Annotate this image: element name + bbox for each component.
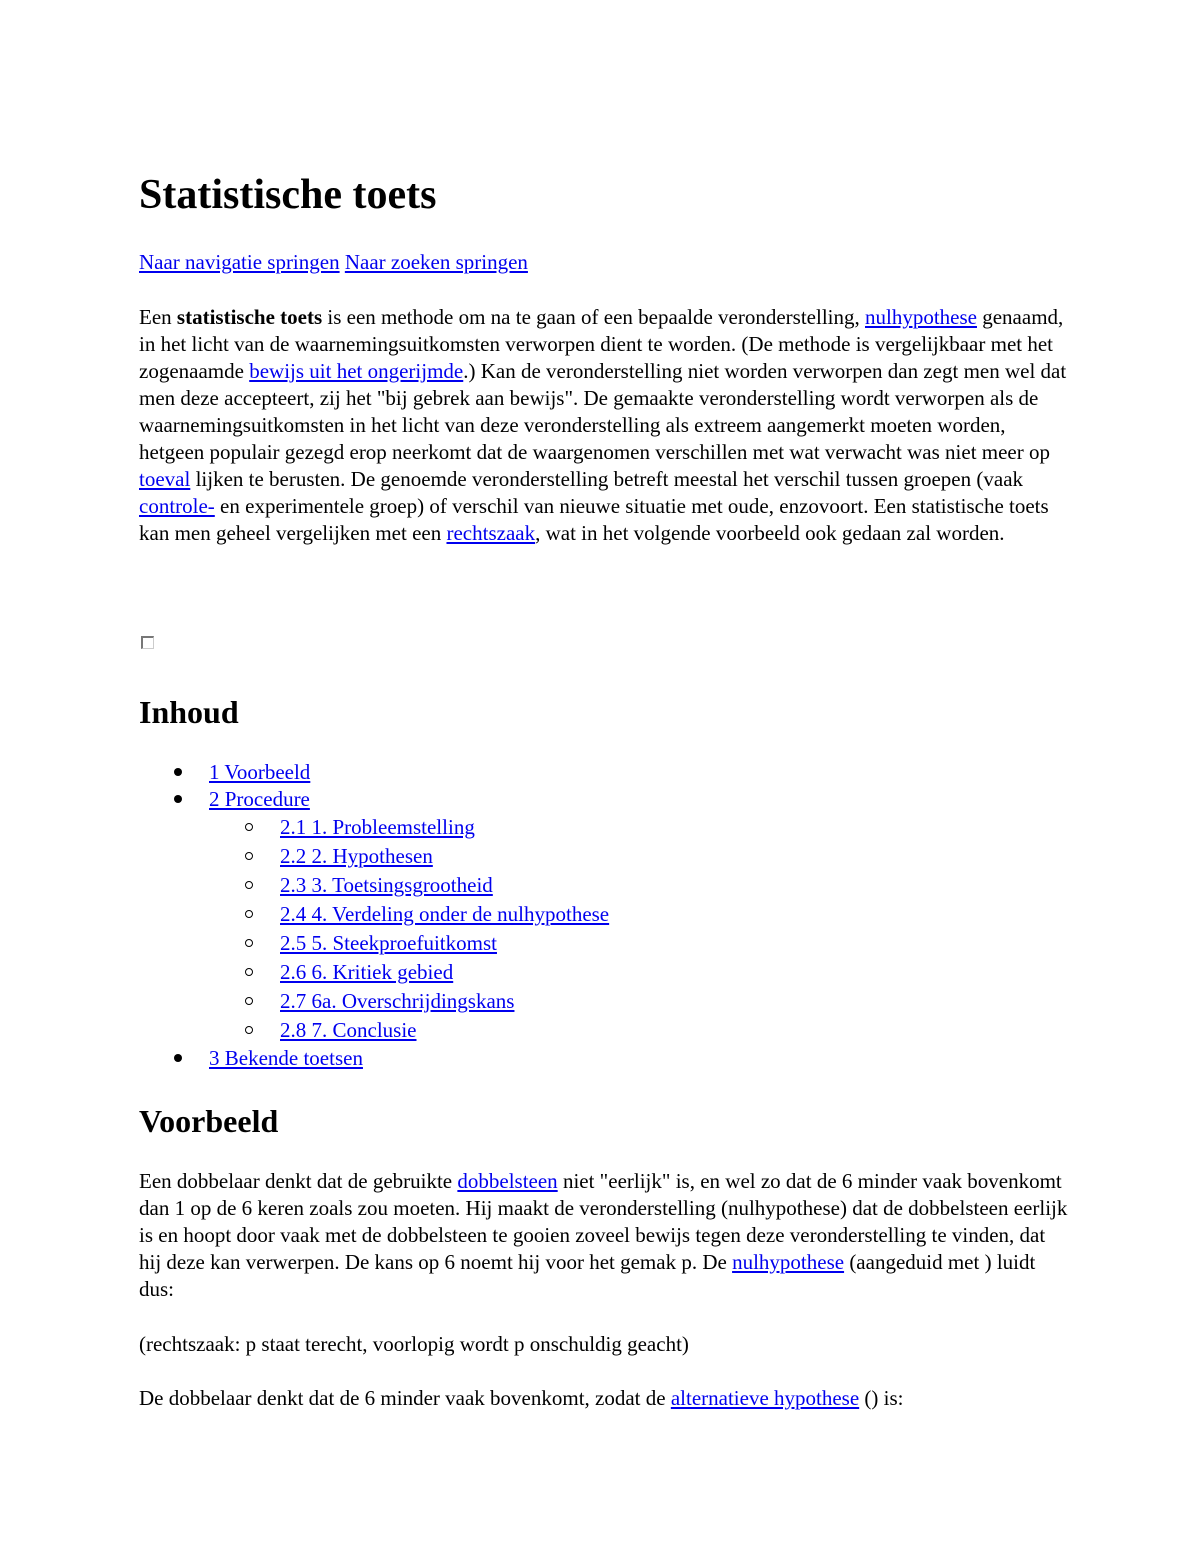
intro-paragraph [139, 304, 1069, 547]
toc-subitem [139, 929, 1069, 958]
intro-text: en experimentele groep) of verschil van nieuwe situatie met oude, enzovoort. Een statistische toets kan men geheel vergelijken met een [139, 494, 1049, 545]
bullet-icon [174, 768, 182, 776]
jump-links [139, 249, 1069, 276]
toc-item [139, 759, 1069, 786]
section-heading-voorbeeld: Voorbeeld [139, 1103, 279, 1139]
toc-link-procedure[interactable]: 2 Procedure [209, 787, 310, 811]
voorbeeld-text: niet "eerlijk" is, en wel zo dat de 6 minder vaak bovenkomt dan 1 op de 6 keren zoals zou moeten. Hij maakt de veronderstelling (nulhypothese) dat de dobbelsteen eerlijk is en hoopt door vaak met de dobbelsteen te gooien zoveel bewijs tegen deze veronderstelling te vinden, dat hij deze kan verwerpen. De kans op 6 noemt hij voor het gemak p. De [139, 1169, 1068, 1274]
voorbeeld-text: () is: [859, 1386, 904, 1410]
circle-bullet-icon [245, 968, 253, 976]
page-title: Statistische toets [139, 172, 437, 218]
intro-text: is een methode om na te gaan of een bepaalde veronderstelling, [322, 305, 865, 329]
bullet-icon [174, 1054, 182, 1062]
intro-text: , wat in het volgende voorbeeld ook gedaan zal worden. [535, 521, 1005, 545]
bewijs-uit-het-ongerijmde-link[interactable]: bewijs uit het ongerijmde [249, 359, 464, 383]
circle-bullet-icon [245, 910, 253, 918]
toc-link-probleemstelling[interactable]: 2.1 1. Probleemstelling [280, 815, 475, 839]
toeval-link[interactable]: toeval [139, 467, 191, 491]
intro-text: Een [139, 305, 177, 329]
toc-subitem [139, 1016, 1069, 1045]
toc-subitem [139, 900, 1069, 929]
nulhypothese-link[interactable]: nulhypothese [732, 1250, 845, 1274]
circle-bullet-icon [245, 852, 253, 860]
intro-text: lijken te berusten. De genoemde veronderstelling betreft meestal het verschil tussen groepen (vaak [190, 467, 1024, 491]
voorbeeld-text: (aangeduid met ) luidt dus: [139, 1250, 1036, 1301]
circle-bullet-icon [245, 881, 253, 889]
toc-link-steekproefuitkomst[interactable]: 2.5 5. Steekproefuitkomst [280, 931, 497, 955]
rechtszaak-link[interactable]: rechtszaak [446, 521, 536, 545]
alternatieve-paragraph [139, 1385, 1069, 1412]
jump-to-navigation-link[interactable]: Naar navigatie springen [139, 250, 340, 274]
toc-subitem [139, 813, 1069, 842]
alternatieve-hypothese-link[interactable]: alternatieve hypothese [670, 1386, 860, 1410]
toc-link-hypothesen[interactable]: 2.2 2. Hypothesen [280, 844, 433, 868]
toc-link-toetsingsgrootheid[interactable]: 2.3 3. Toetsingsgrootheid [280, 873, 493, 897]
toc-heading: Inhoud [139, 694, 239, 730]
circle-bullet-icon [245, 823, 253, 831]
intro-bold-term: statistische toets [176, 305, 323, 329]
intro-text: genaamd, in het licht van de waarnemingsuitkomsten verworpen dient te worden. (De methode is vergelijkbaar met het zogenaamde [139, 305, 1064, 383]
jump-to-search-link[interactable]: Naar zoeken springen [344, 250, 528, 274]
rechtszaak-paragraph: (rechtszaak: p staat terecht, voorlopig wordt p onschuldig geacht) [139, 1332, 689, 1356]
toc-link-verdeling[interactable]: 2.4 4. Verdeling onder de nulhypothese [280, 902, 610, 926]
toc-subitem [139, 871, 1069, 900]
toc-subitem [139, 987, 1069, 1016]
toc-subitem [139, 958, 1069, 987]
toc-link-bekende-toetsen[interactable]: 3 Bekende toetsen [209, 1046, 363, 1070]
nulhypothese-link[interactable]: nulhypothese [865, 305, 977, 329]
toc-toggle-checkbox[interactable] [141, 636, 154, 649]
toc-item [139, 786, 1069, 813]
toc-link-kritiek-gebied[interactable]: 2.6 6. Kritiek gebied [280, 960, 454, 984]
toc-subitem [139, 842, 1069, 871]
controle-link[interactable]: controle- [139, 494, 215, 518]
dobbelsteen-link[interactable]: dobbelsteen [457, 1169, 558, 1193]
voorbeeld-paragraph [139, 1168, 1069, 1303]
circle-bullet-icon [245, 1026, 253, 1034]
intro-text: .) Kan de veronderstelling niet worden verworpen dan zegt men wel dat men deze accepteert, zij het "bij gebrek aan bewijs". De gemaakte veronderstelling wordt verworpen als de waarnemingsuitkomsten in het licht van deze veronderstelling als extreem aangemerkt moeten worden, hetgeen populair gezegd erop neerkomt dat de waargenomen verschillen met wat verwacht was niet meer op [139, 359, 1067, 464]
voorbeeld-text: De dobbelaar denkt dat de 6 minder vaak bovenkomt, zodat de [139, 1386, 671, 1410]
toc-link-conclusie[interactable]: 2.8 7. Conclusie [280, 1018, 417, 1042]
circle-bullet-icon [245, 939, 253, 947]
toc-link-voorbeeld[interactable]: 1 Voorbeeld [209, 760, 311, 784]
toc-item [139, 1045, 1069, 1072]
toc-link-overschrijdingskans[interactable]: 2.7 6a. Overschrijdingskans [280, 989, 515, 1013]
bullet-icon [174, 795, 182, 803]
table-of-contents [139, 759, 1069, 1072]
circle-bullet-icon [245, 997, 253, 1005]
voorbeeld-text: Een dobbelaar denkt dat de gebruikte [139, 1169, 458, 1193]
